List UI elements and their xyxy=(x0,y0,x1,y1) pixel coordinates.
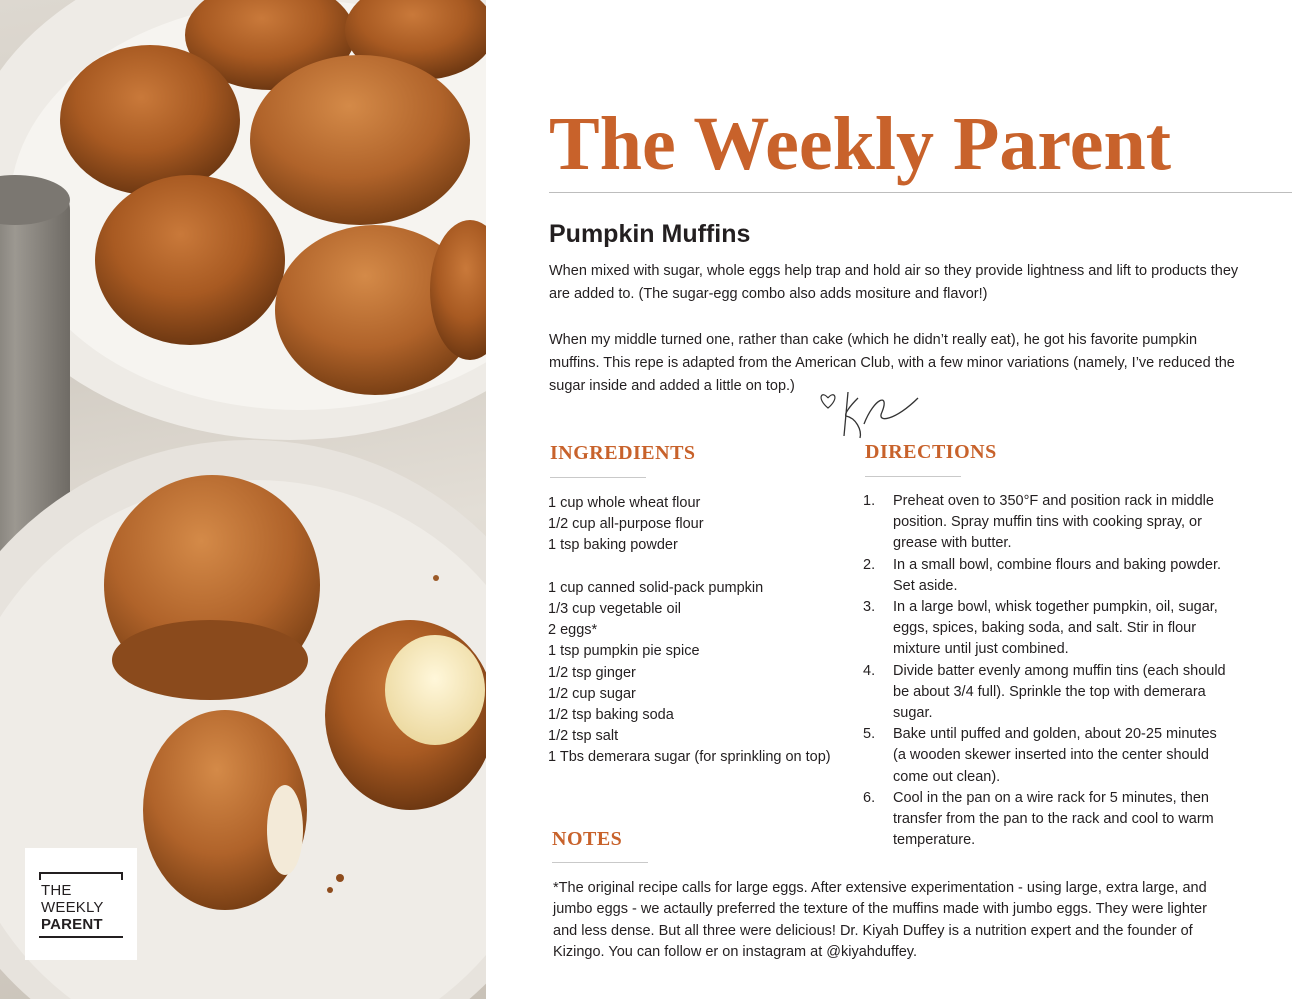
directions-heading: DIRECTIONS xyxy=(865,441,997,463)
muffin-photo xyxy=(0,0,486,999)
step-text: Cool in the pan on a wire rack for 5 minutes, then transfer from the pan to the rack and cool to warm temperature. xyxy=(893,789,1214,849)
direction-step xyxy=(863,491,1233,555)
notes-divider xyxy=(552,862,648,863)
ingredient-item: 1 Tbs demerara sugar (for sprinkling on top) xyxy=(548,749,831,766)
step-text: Bake until puffed and golden, about 20-25 minutes (a wooden skewer inserted into the center should come out clean). xyxy=(893,726,1217,785)
ingredients-list xyxy=(548,493,848,769)
signature-icon xyxy=(818,384,928,444)
step-number: 1. xyxy=(863,493,876,509)
direction-step xyxy=(863,555,1233,597)
intro-paragraph: When my middle turned one, rather than cake (which he didn’t really eat), he got his favorite pumpkin muffins. This repe is adapted from the American Club, with a few minor variations (namely, I’ve reduced the sugar inside and added a little on top.) xyxy=(549,332,1235,394)
logo-line-3: PARENT xyxy=(41,916,103,933)
masthead-divider xyxy=(549,192,1292,193)
ingredient-item: 1 tsp pumpkin pie spice xyxy=(548,643,700,660)
ingredient-item: 1/2 tsp salt xyxy=(548,728,619,745)
ingredients-heading: INGREDIENTS xyxy=(550,442,696,464)
step-number: 2. xyxy=(863,556,876,573)
step-number: 4. xyxy=(863,662,876,679)
ingredient-item: 1/2 cup sugar xyxy=(548,685,636,702)
logo-frame xyxy=(121,872,123,880)
logo-text xyxy=(41,882,123,933)
recipe-title: Pumpkin Muffins xyxy=(549,220,751,248)
ingredient-item: 1/2 tsp baking soda xyxy=(548,707,674,724)
step-text: In a large bowl, whisk together pumpkin, oil, sugar, eggs, spices, baking soda, and salt. Stir in flour mixture until just combined. xyxy=(893,599,1218,658)
direction-step xyxy=(863,661,1233,725)
ingredient-item: 1 tsp baking powder xyxy=(548,537,678,554)
step-text: In a small bowl, combine flours and baking powder. Set aside. xyxy=(893,556,1222,594)
step-number: 6. xyxy=(863,789,876,806)
step-text: Divide batter evenly among muffin tins (each should be about 3/4 full). Sprinkle the top with demerara sugar. xyxy=(893,662,1226,722)
logo-frame xyxy=(39,936,123,938)
ingredient-item: 1/2 cup all-purpose flour xyxy=(548,516,704,533)
direction-step xyxy=(863,788,1233,852)
notes-heading: NOTES xyxy=(552,828,623,850)
logo-frame xyxy=(39,872,41,880)
ingredient-item: 2 eggs* xyxy=(548,622,598,639)
weekly-parent-logo xyxy=(25,848,137,960)
step-number: 5. xyxy=(863,726,876,743)
direction-step xyxy=(863,724,1233,788)
logo-line-1: THE xyxy=(41,882,72,899)
logo-line-2: WEEKLY xyxy=(41,899,104,916)
step-text: Preheat oven to 350°F and position rack in middle position. Spray muffin tins with cooking spray, or grease with butter. xyxy=(893,493,1214,552)
logo-frame xyxy=(39,872,123,874)
ingredient-item: 1/2 tsp ginger xyxy=(548,664,636,681)
ingredient-item: 1 cup canned solid-pack pumpkin xyxy=(548,579,764,596)
notes-text: *The original recipe calls for large eggs. After extensive experimentation - using large, extra large, and jumbo eggs - we actaully preferred the texture of the muffins made with jumbo eggs. They were lighter and less dense. But all three were delicious! Dr. Kiyah Duffey is a nutrition expert and the founder of Kizingo. You can follow er on instagram at @kiyahduffey. xyxy=(553,880,1207,960)
ingredients-divider xyxy=(550,477,646,478)
step-number: 3. xyxy=(863,599,876,616)
direction-step xyxy=(863,597,1233,661)
intro-paragraph: When mixed with sugar, whole eggs help trap and hold air so they provide lightness and lift to products they are added to. (The sugar-egg combo also adds mositure and flavor!) xyxy=(549,263,1239,302)
ingredient-item: 1/3 cup vegetable oil xyxy=(548,601,682,617)
directions-divider xyxy=(865,476,961,477)
directions-list xyxy=(863,491,1233,851)
publication-title: The Weekly Parent xyxy=(549,102,1172,186)
ingredient-item: 1 cup whole wheat flour xyxy=(548,495,701,511)
